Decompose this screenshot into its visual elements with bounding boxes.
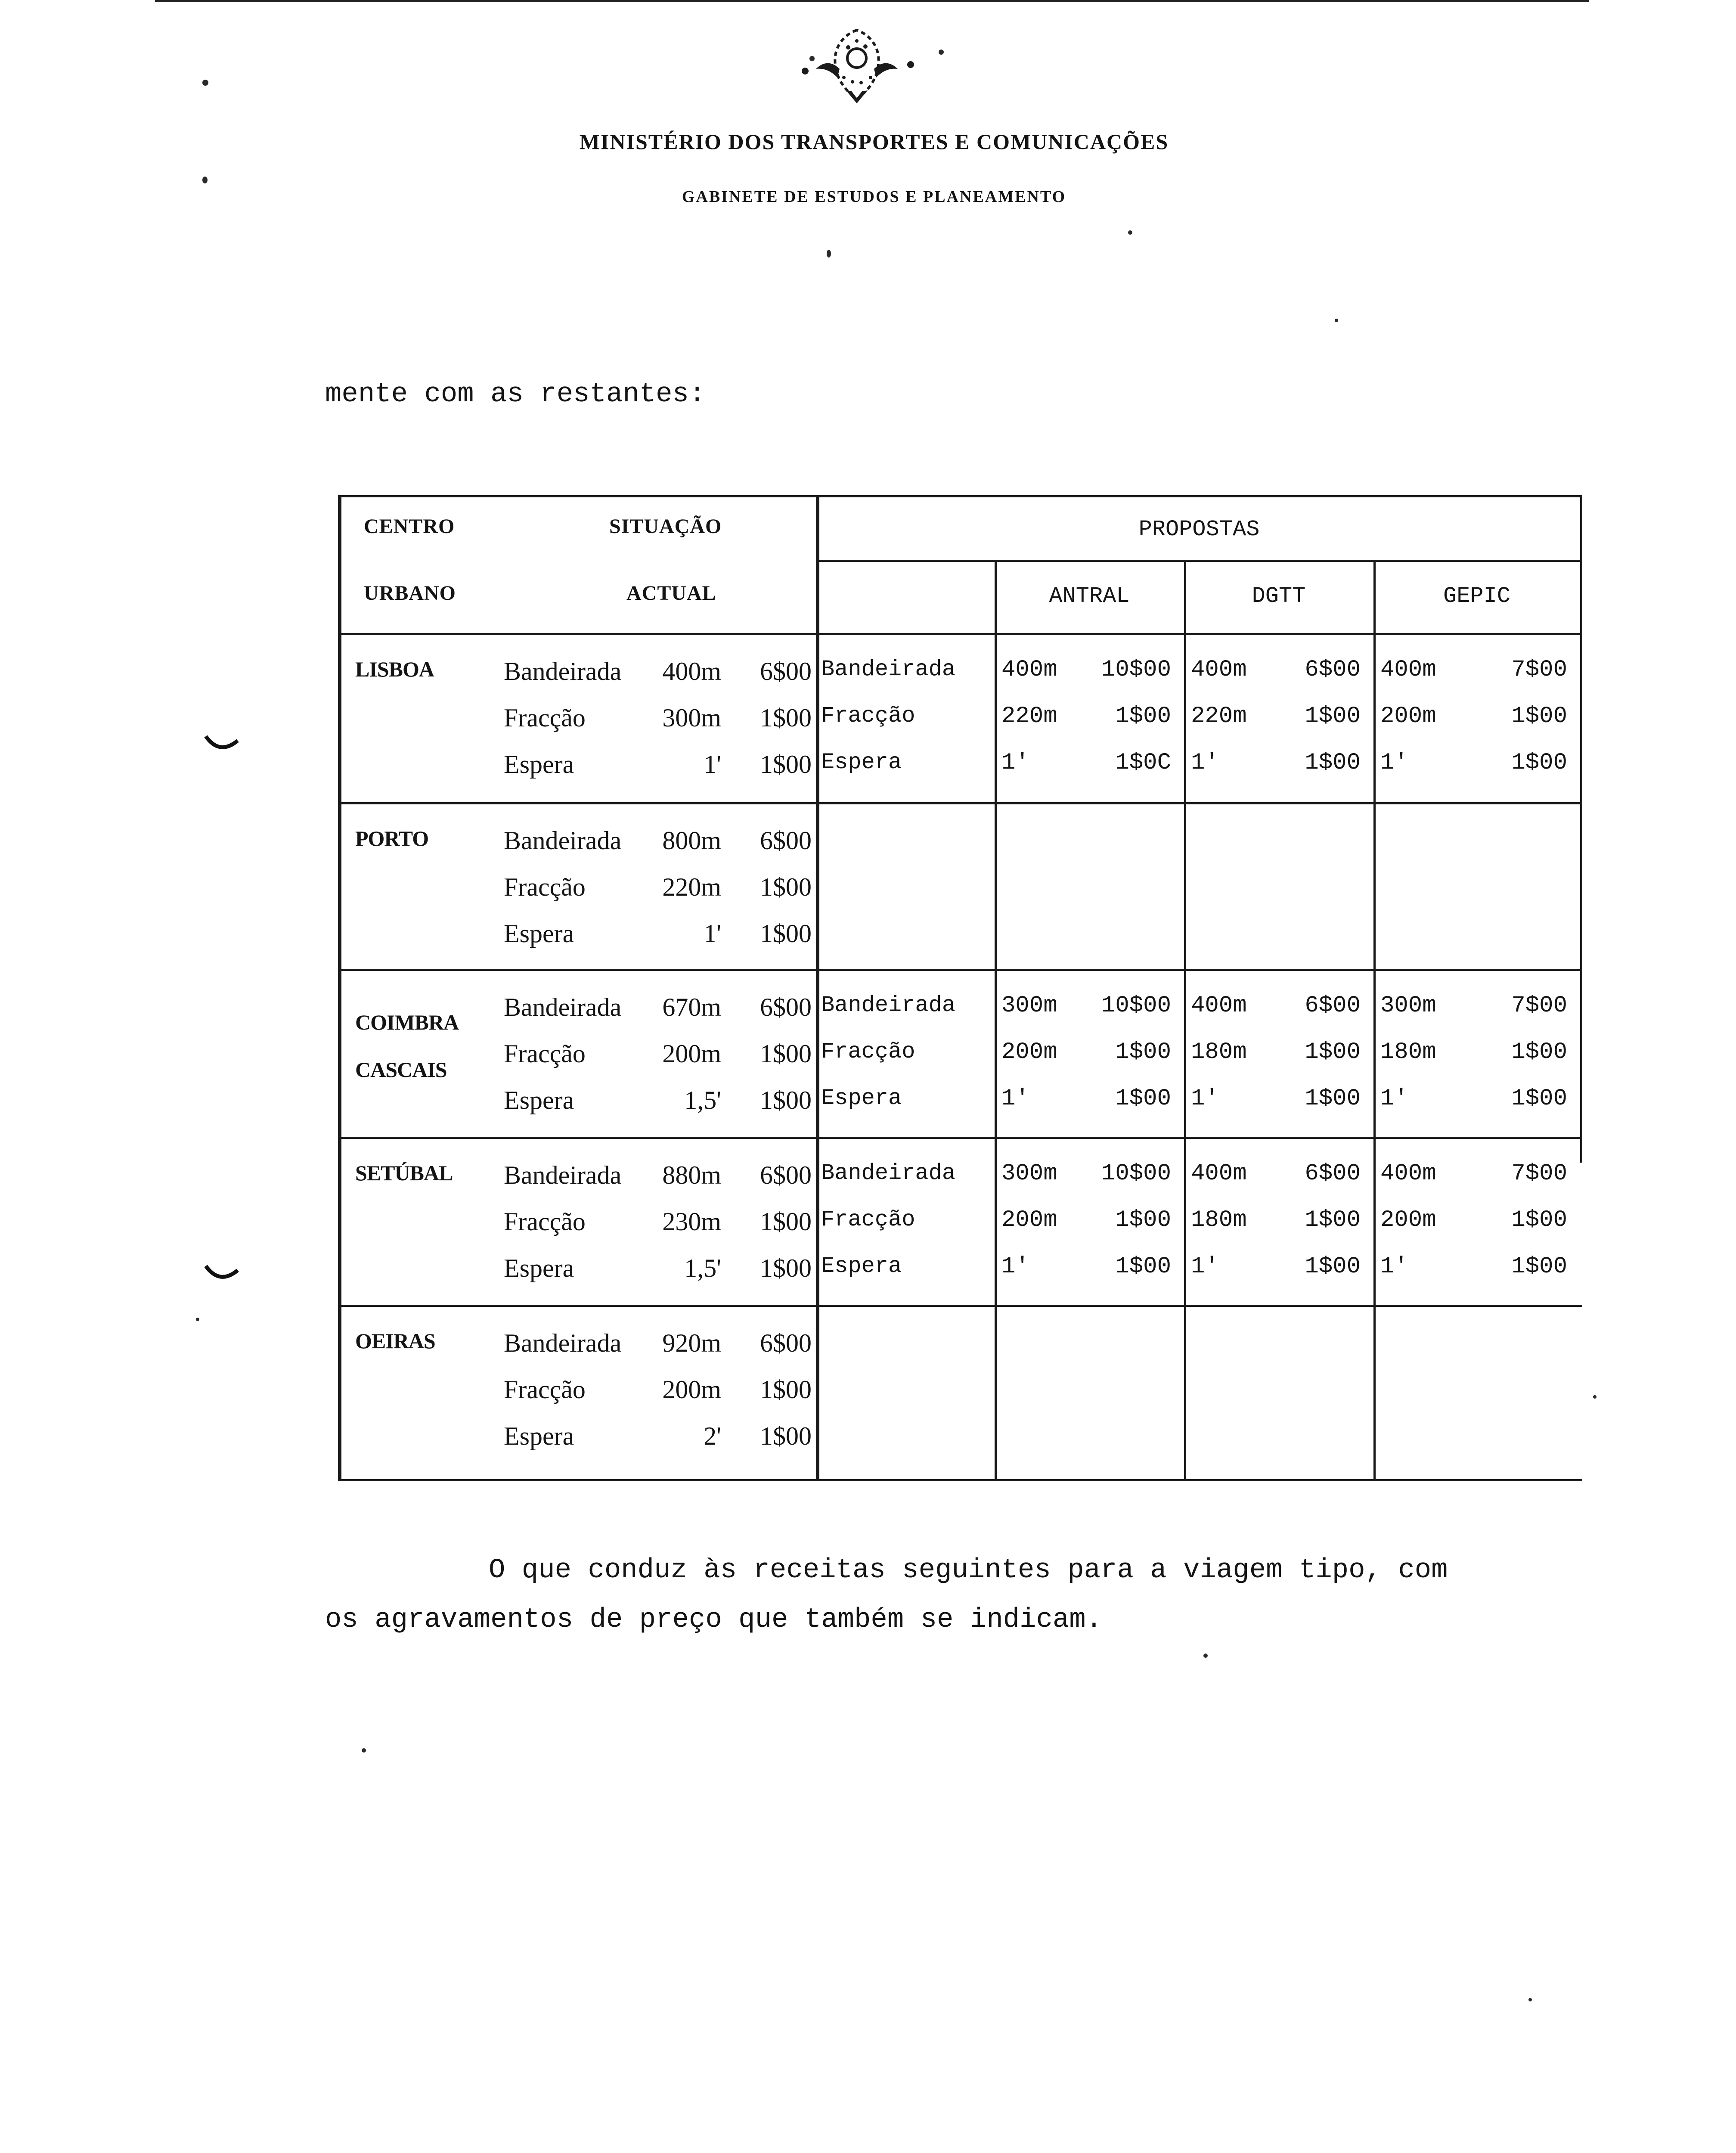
proposal-distance: 300m <box>1380 993 1436 1019</box>
scan-speck <box>202 80 208 86</box>
tariff-label: Bandeirada <box>504 993 622 1021</box>
proposal-cell <box>1377 750 1580 780</box>
table-border-right <box>1580 495 1582 1163</box>
header-gepic: GEPIC <box>1443 583 1511 609</box>
proposal-value: 1$00 <box>1511 1039 1567 1065</box>
tariff-value: 1$00 <box>760 1086 812 1114</box>
proposal-distance: 180m <box>1380 1039 1436 1065</box>
city-name: OEIRAS <box>355 1329 435 1353</box>
tariff-value: 1$00 <box>760 1254 812 1282</box>
proposal-distance: 1' <box>1001 1253 1029 1280</box>
tariff-label: Fracção <box>504 873 586 901</box>
tariff-value: 6$00 <box>760 1161 812 1189</box>
header-dgtt: DGTT <box>1252 583 1306 609</box>
proposal-cell <box>1187 750 1373 780</box>
proposal-cell <box>1377 1039 1580 1069</box>
proposal-label: Fracção <box>821 1039 915 1064</box>
proposal-label: Bandeirada <box>821 1160 956 1186</box>
scan-speck <box>202 177 208 183</box>
current-tariff-line <box>504 703 812 733</box>
proposal-label: Espera <box>821 1086 902 1111</box>
proposal-cell <box>998 1039 1184 1069</box>
proposal-value: 1$0C <box>1115 750 1171 776</box>
proposal-distance: 400m <box>1191 1160 1247 1187</box>
proposal-cell <box>1187 993 1373 1023</box>
office-subtitle: GABINETE DE ESTUDOS E PLANEAMENTO <box>682 188 1066 206</box>
scan-speck <box>939 50 944 55</box>
scan-speck <box>1203 1654 1208 1658</box>
proposal-value: 1$00 <box>1305 1207 1361 1233</box>
proposal-cell <box>1377 703 1580 733</box>
proposal-cell <box>1377 1253 1580 1284</box>
col-divider <box>995 560 997 1481</box>
table-border-left <box>338 495 341 1481</box>
city-name: CASCAIS <box>355 1058 447 1082</box>
header-urbano: URBANO <box>364 582 456 605</box>
proposal-cell <box>998 703 1184 733</box>
margin-mark-icon <box>202 732 241 758</box>
propostas-rule <box>816 560 1582 562</box>
tariff-distance: 1,5' <box>684 1086 721 1114</box>
proposal-distance: 400m <box>1191 993 1247 1019</box>
current-tariff-line <box>504 919 812 949</box>
proposal-label: Espera <box>821 1253 902 1279</box>
proposal-cell <box>1377 1160 1580 1191</box>
proposal-value: 7$00 <box>1511 657 1567 683</box>
margin-mark-icon <box>202 1262 241 1287</box>
proposal-cell <box>998 1160 1184 1191</box>
proposals-divider <box>816 495 819 1481</box>
proposal-value: 10$00 <box>1101 1160 1171 1187</box>
proposal-cell <box>1187 1207 1373 1237</box>
proposal-value: 1$00 <box>1511 1086 1567 1112</box>
tariff-distance: 200m <box>662 1039 721 1068</box>
proposal-value: 1$00 <box>1115 1086 1171 1112</box>
proposal-cell <box>1377 993 1580 1023</box>
proposal-value: 1$00 <box>1511 703 1567 729</box>
tariff-distance: 1' <box>704 750 721 779</box>
proposal-label: Espera <box>821 750 902 775</box>
proposal-cell <box>998 1253 1184 1284</box>
tariff-value: 6$00 <box>760 993 812 1021</box>
tariff-label: Espera <box>504 1086 574 1114</box>
proposal-cell <box>1377 1207 1580 1237</box>
current-tariff-line <box>504 1086 812 1116</box>
proposal-cell <box>1187 1160 1373 1191</box>
proposal-value: 1$00 <box>1115 1207 1171 1233</box>
tariff-label: Fracção <box>504 704 586 732</box>
proposal-value: 1$00 <box>1115 1253 1171 1280</box>
current-tariff-line <box>504 657 812 687</box>
tariff-label: Espera <box>504 1422 574 1450</box>
header-propostas: PROPOSTAS <box>1138 517 1260 542</box>
proposal-cell <box>998 1086 1184 1116</box>
proposal-value: 1$00 <box>1305 703 1361 729</box>
proposal-distance: 1' <box>1001 1086 1029 1112</box>
tariff-distance: 1' <box>704 919 721 948</box>
header-actual: ACTUAL <box>626 582 716 605</box>
proposal-distance: 1' <box>1191 1253 1219 1280</box>
proposal-label: Bandeirada <box>821 993 956 1018</box>
proposal-value: 1$00 <box>1115 703 1171 729</box>
current-tariff-line <box>504 1253 812 1284</box>
proposal-distance: 400m <box>1191 657 1247 683</box>
proposal-distance: 200m <box>1001 1039 1057 1065</box>
proposal-cell <box>1187 1253 1373 1284</box>
tariff-value: 1$00 <box>760 919 812 948</box>
current-tariff-line <box>504 1328 812 1359</box>
tariff-label: Bandeirada <box>504 1329 622 1357</box>
proposal-value: 7$00 <box>1511 993 1567 1019</box>
proposal-cell <box>1187 657 1373 687</box>
tariff-distance: 920m <box>662 1329 721 1357</box>
tariff-distance: 300m <box>662 704 721 732</box>
tariff-value: 6$00 <box>760 826 812 855</box>
proposal-value: 1$00 <box>1305 1086 1361 1112</box>
scan-speck <box>196 1318 199 1321</box>
proposal-value: 6$00 <box>1305 993 1361 1019</box>
proposal-value: 1$00 <box>1115 1039 1171 1065</box>
proposal-distance: 180m <box>1191 1207 1247 1233</box>
table-border-bottom <box>338 1479 1582 1481</box>
tariff-value: 6$00 <box>760 1329 812 1357</box>
scan-speck <box>1593 1395 1596 1399</box>
scan-speck <box>827 250 831 257</box>
top-rule <box>155 0 1589 2</box>
proposal-cell <box>1187 1086 1373 1116</box>
proposal-value: 1$00 <box>1511 1207 1567 1233</box>
ministry-title: MINISTÉRIO DOS TRANSPORTES E COMUNICAÇÕES <box>579 130 1169 154</box>
proposal-value: 6$00 <box>1305 657 1361 683</box>
proposal-distance: 200m <box>1380 703 1436 729</box>
intro-text: mente com as restantes: <box>325 379 706 410</box>
ministry-crest-icon <box>792 17 921 116</box>
tariff-label: Espera <box>504 750 574 779</box>
proposal-distance: 200m <box>1380 1207 1436 1233</box>
city-name: LISBOA <box>355 657 434 681</box>
header-situacao: SITUAÇÃO <box>609 515 722 538</box>
table-border-top <box>338 495 1582 497</box>
tariff-distance: 400m <box>662 657 721 686</box>
proposal-cell <box>1187 1039 1373 1069</box>
proposal-distance: 1' <box>1191 1086 1219 1112</box>
row-rule <box>338 1137 1582 1139</box>
taxi-tariff-table <box>338 495 1582 1486</box>
current-tariff-line <box>504 993 812 1023</box>
row-rule <box>338 802 1582 804</box>
proposal-label: Fracção <box>821 703 915 729</box>
header-antral: ANTRAL <box>1049 583 1130 609</box>
proposal-distance: 300m <box>1001 1160 1057 1187</box>
current-tariff-line <box>504 1375 812 1405</box>
proposal-value: 7$00 <box>1511 1160 1567 1187</box>
tariff-label: Fracção <box>504 1375 586 1404</box>
current-tariff-line <box>504 750 812 780</box>
tariff-distance: 200m <box>662 1375 721 1404</box>
proposal-value: 6$00 <box>1305 1160 1361 1187</box>
scan-speck <box>1128 230 1132 235</box>
tariff-label: Bandeirada <box>504 1161 622 1189</box>
header-centro: CENTRO <box>364 515 455 538</box>
tariff-label: Bandeirada <box>504 826 622 855</box>
proposal-distance: 220m <box>1001 703 1057 729</box>
current-tariff-line <box>504 872 812 903</box>
tariff-label: Fracção <box>504 1039 586 1068</box>
proposal-distance: 1' <box>1380 1253 1408 1280</box>
current-tariff-line <box>504 1207 812 1237</box>
tariff-distance: 880m <box>662 1161 721 1189</box>
proposal-distance: 400m <box>1001 657 1057 683</box>
col-divider <box>1184 560 1186 1481</box>
tariff-label: Espera <box>504 919 574 948</box>
proposal-value: 1$00 <box>1305 1039 1361 1065</box>
tariff-distance: 230m <box>662 1207 721 1236</box>
current-tariff-line <box>504 1160 812 1191</box>
scan-speck <box>362 1748 366 1753</box>
current-tariff-line <box>504 1039 812 1069</box>
col-divider <box>1373 560 1376 1481</box>
proposal-cell <box>998 750 1184 780</box>
proposal-value: 1$00 <box>1511 750 1567 776</box>
row-rule <box>338 1305 1582 1307</box>
proposal-distance: 1' <box>1380 1086 1408 1112</box>
proposal-value: 1$00 <box>1511 1253 1567 1280</box>
proposal-distance: 1' <box>1191 750 1219 776</box>
proposal-value: 1$00 <box>1305 1253 1361 1280</box>
city-name: COIMBRA <box>355 1010 459 1034</box>
proposal-value: 10$00 <box>1101 657 1171 683</box>
tariff-distance: 800m <box>662 826 721 855</box>
proposal-distance: 300m <box>1001 993 1057 1019</box>
tariff-distance: 2' <box>704 1422 721 1450</box>
scan-speck <box>1528 1998 1532 2001</box>
tariff-value: 1$00 <box>760 1375 812 1404</box>
tariff-value: 1$00 <box>760 750 812 779</box>
proposal-distance: 180m <box>1191 1039 1247 1065</box>
proposal-distance: 1' <box>1001 750 1029 776</box>
proposal-cell <box>998 993 1184 1023</box>
closing-paragraph <box>325 1546 1617 1645</box>
tariff-value: 1$00 <box>760 704 812 732</box>
city-name: PORTO <box>355 826 429 850</box>
proposal-cell <box>998 657 1184 687</box>
tariff-value: 6$00 <box>760 657 812 686</box>
proposal-cell <box>1377 1086 1580 1116</box>
proposal-cell <box>1187 703 1373 733</box>
tariff-label: Bandeirada <box>504 657 622 686</box>
scan-speck <box>1335 319 1338 322</box>
proposal-label: Fracção <box>821 1207 915 1232</box>
proposal-distance: 220m <box>1191 703 1247 729</box>
tariff-value: 1$00 <box>760 1207 812 1236</box>
scan-speck <box>809 56 815 61</box>
current-tariff-line <box>504 826 812 856</box>
closing-line-2: os agravamentos de preço que também se indicam. <box>325 1604 1103 1635</box>
proposal-distance: 200m <box>1001 1207 1057 1233</box>
tariff-distance: 670m <box>662 993 721 1021</box>
tariff-value: 1$00 <box>760 1039 812 1068</box>
proposal-distance: 1' <box>1380 750 1408 776</box>
tariff-value: 1$00 <box>760 873 812 901</box>
proposal-cell <box>998 1207 1184 1237</box>
proposal-label: Bandeirada <box>821 657 956 682</box>
proposal-value: 1$00 <box>1305 750 1361 776</box>
tariff-distance: 1,5' <box>684 1254 721 1282</box>
row-rule <box>338 969 1582 971</box>
tariff-distance: 220m <box>662 873 721 901</box>
proposal-cell <box>1377 657 1580 687</box>
tariff-label: Espera <box>504 1254 574 1282</box>
proposal-value: 10$00 <box>1101 993 1171 1019</box>
current-tariff-line <box>504 1421 812 1452</box>
tariff-value: 1$00 <box>760 1422 812 1450</box>
city-name: SETÚBAL <box>355 1161 453 1185</box>
header-rule <box>338 633 1582 635</box>
proposal-distance: 400m <box>1380 1160 1436 1187</box>
tariff-label: Fracção <box>504 1207 586 1236</box>
proposal-distance: 400m <box>1380 657 1436 683</box>
closing-line-1: O que conduz às receitas seguintes para a viagem tipo, com <box>489 1555 1448 1586</box>
